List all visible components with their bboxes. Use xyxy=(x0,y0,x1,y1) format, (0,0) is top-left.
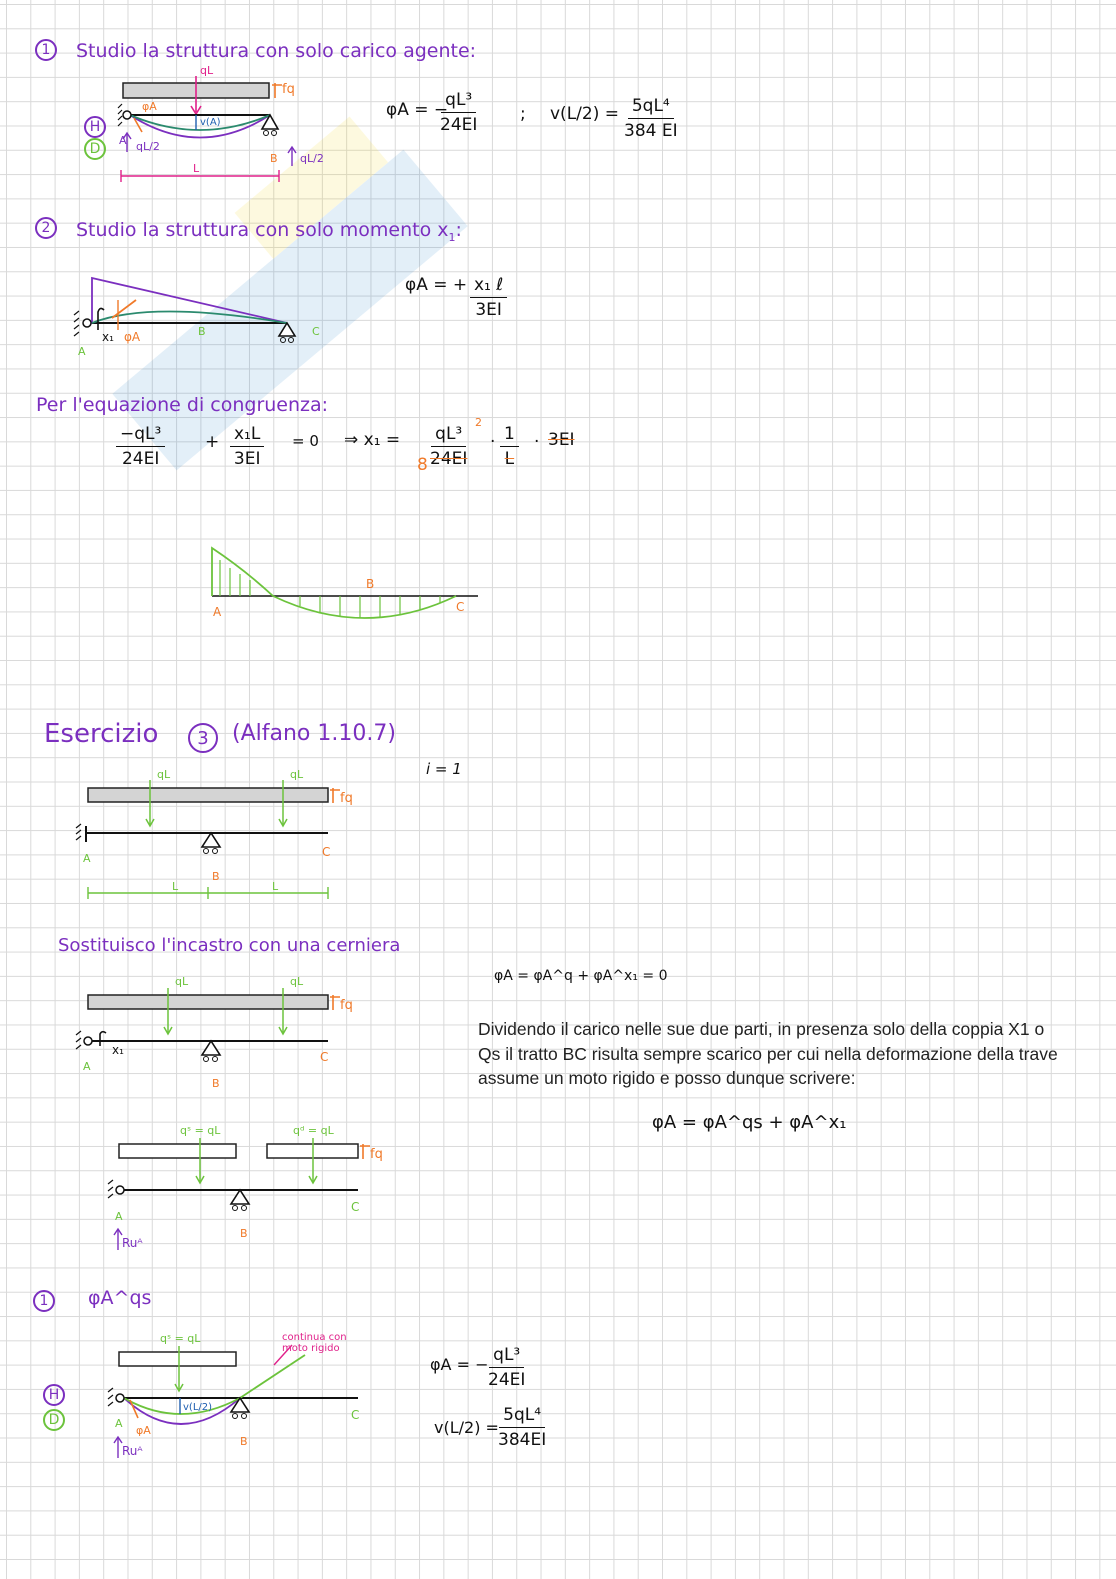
numerator: 5qL⁴ xyxy=(499,1405,545,1428)
e4-fq: fq xyxy=(340,998,353,1013)
e6-moto-rigido: continua con moto rigido xyxy=(282,1332,347,1354)
e6-C: C xyxy=(351,1408,360,1422)
e5-qs: qˢ = qL xyxy=(180,1124,221,1137)
label-vA: v(A) xyxy=(200,117,221,128)
denominator: 24EI xyxy=(121,449,160,469)
label-x1: x₁ xyxy=(102,330,114,344)
e3-B: B xyxy=(212,870,220,883)
denominator: 3EI xyxy=(475,300,502,320)
watermark-logo xyxy=(60,80,520,540)
denominator: 24EI xyxy=(440,115,478,135)
cong-res-fraction xyxy=(430,424,467,469)
e6-A: A xyxy=(115,1417,123,1430)
step-number-2: 2 xyxy=(35,217,57,239)
label-A-2: A xyxy=(78,345,86,358)
cong-term2 xyxy=(230,424,264,469)
e5-fq: fq xyxy=(370,1147,383,1162)
marker-H-2: H xyxy=(43,1384,65,1406)
numerator: 5qL⁴ xyxy=(628,96,674,119)
numerator: x₁L xyxy=(230,424,264,447)
md-label-B: B xyxy=(366,577,375,591)
marker-H: H xyxy=(84,116,106,138)
label-qL2-B: qL/2 xyxy=(300,152,324,165)
e3-qL-1: qL xyxy=(157,768,171,781)
label-C-2: C xyxy=(312,325,320,338)
e4-C: C xyxy=(320,1050,329,1064)
marker-D-2: D xyxy=(43,1409,65,1431)
cong-3EI: 3EI xyxy=(548,430,575,450)
numerator: qL³ xyxy=(489,1345,524,1368)
phiA-load-fraction xyxy=(440,90,477,135)
e3-A: A xyxy=(83,852,91,865)
esercizio-number: 3 xyxy=(188,723,218,753)
e3-C: C xyxy=(322,845,331,859)
e6-phiA: φA xyxy=(136,1424,151,1437)
label-L: L xyxy=(193,162,200,175)
label-qL2-A: qL/2 xyxy=(136,140,160,153)
phiA-load-lhs: φA = − xyxy=(386,100,449,120)
label-A: A xyxy=(119,134,127,147)
cong-eq: = 0 xyxy=(292,432,319,450)
v-qs-lhs: v(L/2) = xyxy=(434,1418,499,1437)
esercizio-title xyxy=(44,719,158,749)
e3-qL-2: qL xyxy=(290,768,304,781)
e3-L-1: L xyxy=(172,880,179,893)
denominator: 384 EI xyxy=(624,121,678,141)
e4-qL-1: qL xyxy=(175,975,189,988)
step2-heading: Studio la struttura con solo momento $x_1$: xyxy=(76,219,462,244)
e3-fq: fq xyxy=(340,791,353,806)
e3-L-2: L xyxy=(272,880,279,893)
step-number-1: 1 xyxy=(35,39,57,61)
label-fq: fq xyxy=(282,82,295,97)
denominator: 24EI xyxy=(430,449,468,469)
md-label-C: C xyxy=(456,600,465,614)
label-phiA: φA xyxy=(142,100,157,113)
md-label-A: A xyxy=(213,605,222,619)
cong-dot1: · xyxy=(490,432,496,452)
step1-heading: Studio la struttura con solo carico agente: xyxy=(76,40,477,62)
cong-term1 xyxy=(116,424,165,469)
phiA-x1-lhs: φA = + xyxy=(405,275,468,295)
v-qs-fraction xyxy=(498,1405,546,1450)
e6-B: B xyxy=(240,1435,248,1448)
cong-plus: + xyxy=(205,432,220,452)
phiA-x1-fraction xyxy=(470,275,507,320)
label-phiA-2: φA xyxy=(124,330,141,344)
denominator: 24EI xyxy=(488,1370,526,1390)
e5-RuA: Ruᴬ xyxy=(122,1236,143,1250)
numerator: x₁ ℓ xyxy=(470,275,507,298)
marker-D: D xyxy=(84,138,106,160)
sostituisco-heading: Sostituisco l'incastro con una cerniera xyxy=(58,935,401,956)
step2-heading-text: Studio la struttura con solo momento x xyxy=(76,219,449,241)
esercizio-ref: (Alfano 1.10.7) xyxy=(232,721,396,746)
e5-qd: qᵈ = qL xyxy=(293,1124,334,1137)
numerator: qL³ xyxy=(431,424,466,447)
label-B: B xyxy=(270,152,278,165)
denominator: 384EI xyxy=(498,1430,547,1450)
cong-exp2: 2 xyxy=(475,416,482,429)
numerator: −qL³ xyxy=(116,424,165,447)
explanation-paragraph: Dividendo il carico nelle sue due parti, in presenza solo della coppia X1 o Qs il tratto BC risulta sempre scarico per cui nella deformazione della trave assume un moto rigido e posso dunque scrivere: xyxy=(478,1019,1058,1088)
i-eq: i = 1 xyxy=(426,760,462,778)
denominator: 3EI xyxy=(233,449,261,469)
denominator: L xyxy=(504,449,515,469)
esercizio-word: Esercizio xyxy=(44,719,159,749)
e6-vL2: v(L/2) xyxy=(183,1402,213,1413)
e6-qs: qˢ = qL xyxy=(160,1332,201,1345)
e5-A: A xyxy=(115,1210,123,1223)
semicolon: ; xyxy=(520,104,526,124)
congruenza-heading: Per l'equazione di congruenza: xyxy=(36,394,329,416)
step2-heading-sub: 1 xyxy=(448,230,456,244)
e4-A: A xyxy=(83,1060,91,1073)
e4-qL-2: qL xyxy=(290,975,304,988)
e5-B: B xyxy=(240,1227,248,1240)
label-B-2: B xyxy=(198,325,206,338)
vmid-lhs: v(L/2) = xyxy=(550,104,619,124)
step-number-3: 1 xyxy=(33,1290,55,1312)
phiA-sum: φA = φA^q + φA^x₁ = 0 xyxy=(494,968,668,984)
phiA-qs-title: φA^qs xyxy=(88,1287,152,1309)
cong-dot2: · xyxy=(534,432,540,452)
vmid-fraction xyxy=(624,96,678,141)
e4-B: B xyxy=(212,1077,220,1090)
phiA-qs-fraction xyxy=(488,1345,525,1390)
cong-res-lhs: ⇒ x₁ = xyxy=(344,430,401,450)
e4-x1: x₁ xyxy=(112,1043,124,1057)
cong-8: 8 xyxy=(417,455,428,475)
e5-C: C xyxy=(351,1200,360,1214)
label-qL: qL xyxy=(200,64,214,77)
phiA-split: φA = φA^qs + φA^x₁ xyxy=(652,1112,847,1133)
numerator: qL³ xyxy=(441,90,476,113)
e6-RuA: Ruᴬ xyxy=(122,1444,143,1458)
phiA-qs-lhs: φA = − xyxy=(430,1355,489,1374)
numerator: 1 xyxy=(500,424,519,447)
cong-one-over-L xyxy=(500,424,519,469)
